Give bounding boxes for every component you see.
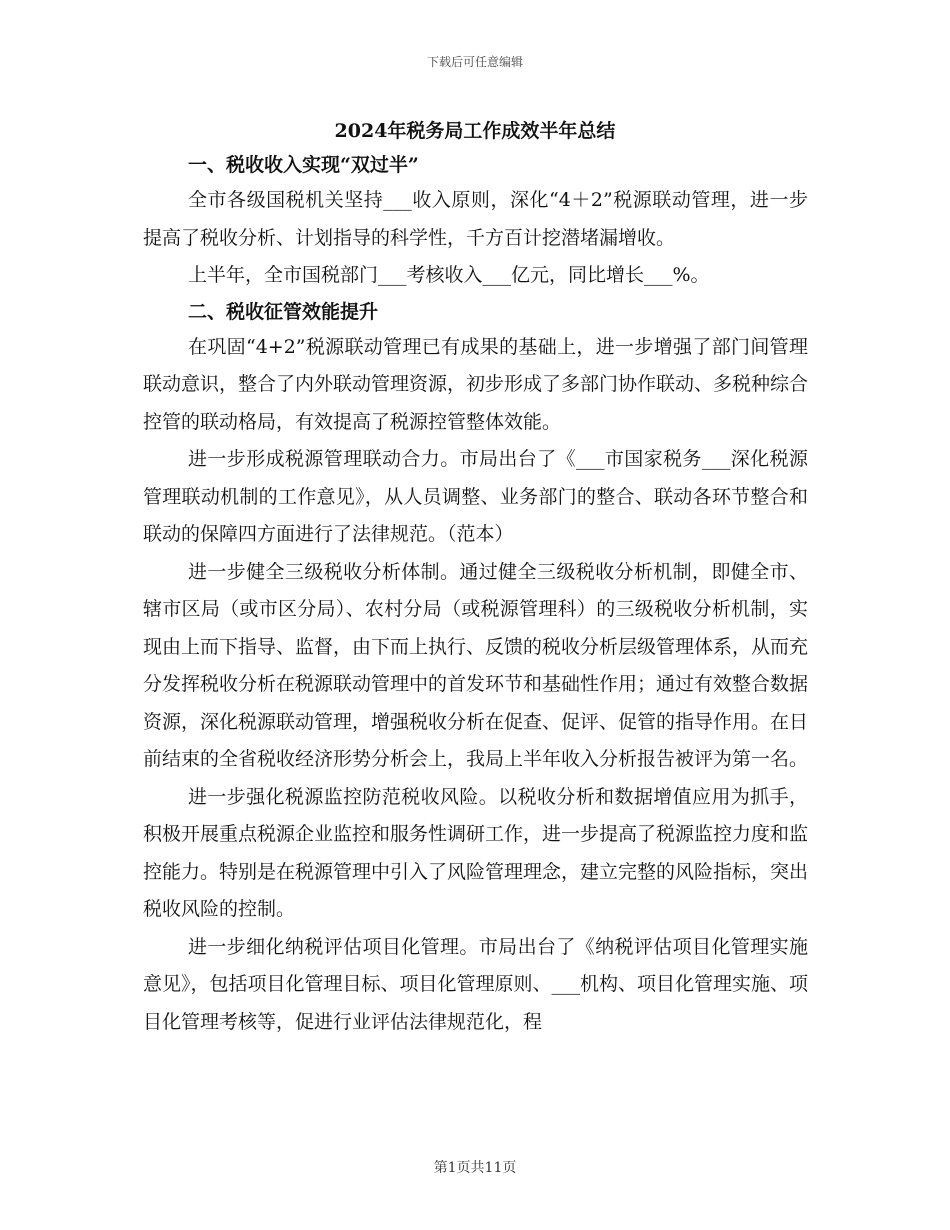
- section-2: [143, 295, 808, 1042]
- page-header-note: 下载后可任意编辑: [426, 55, 523, 69]
- section-heading: 一、税收收入实现“双过半”: [188, 154, 419, 176]
- page-number: 第1页共11页: [433, 1160, 517, 1176]
- section-heading: 二、税收征管效能提升: [188, 300, 379, 323]
- document-body: [143, 148, 808, 1041]
- section-1: [143, 148, 808, 295]
- paragraph: 进一步强化税源监控防范税收风险。以税收分析和数据增值应用为抓手，积极开展重点税源企业监控和服务性调研工作，进一步提高了税源监控力度和监控能力。特别是在税源管理中引入了风险管理理念，建立完整的风险指标，突出税收风险的控制。: [143, 785, 809, 920]
- paragraph: 全市各级国税机关坚持___收入原则，深化“4＋2”税源联动管理，进一步提高了税收分析、计划指导的科学性，千方百计挖潜堵漏增收。: [143, 189, 808, 249]
- paragraph: 在巩固“4+2”税源联动管理已有成果的基础上，进一步增强了部门间管理联动意识，整合了内外联动管理资源，初步形成了多部门协作联动、多税种综合控管的联动格局，有效提高了税源控管整体效能。: [143, 335, 809, 433]
- document-title: 2024年税务局工作成效半年总结: [334, 120, 616, 142]
- paragraph: 进一步形成税源管理联动合力。市局出台了《___市国家税务___深化税源管理联动机制的工作意见》，从人员调整、业务部门的整合、联动各环节整合和联动的保障四方面进行了法律规范。（范本）: [143, 448, 808, 545]
- paragraph: 进一步细化纳税评估项目化管理。市局出台了《纳税评估项目化管理实施意见》，包括项目化管理目标、项目化管理原则、___机构、项目化管理实施、项目化管理考核等，促进行业评估法律规范化，程: [143, 935, 809, 1033]
- paragraph: 上半年，全市国税部门___考核收入___亿元，同比增长___%。: [188, 264, 710, 286]
- paragraph: 进一步健全三级税收分析体制。通过健全三级税收分析机制，即健全市、辖市区局（或市区分局）、农村分局（或税源管理科）的三级税收分析机制，实现由上而下指导、监督，由下而上执行、反馈的税收分析层级管理体系，从而充分发挥税收分析在税源联动管理中的首发环节和基础性作用；通过有效整合数据资源，深化税源联动管理，增强税收分析在促查、促评、促管的指导作用。在日前结束的全省税收经济形势分析会上，我局上半年收入分析报告被评为第一名。: [143, 560, 809, 770]
